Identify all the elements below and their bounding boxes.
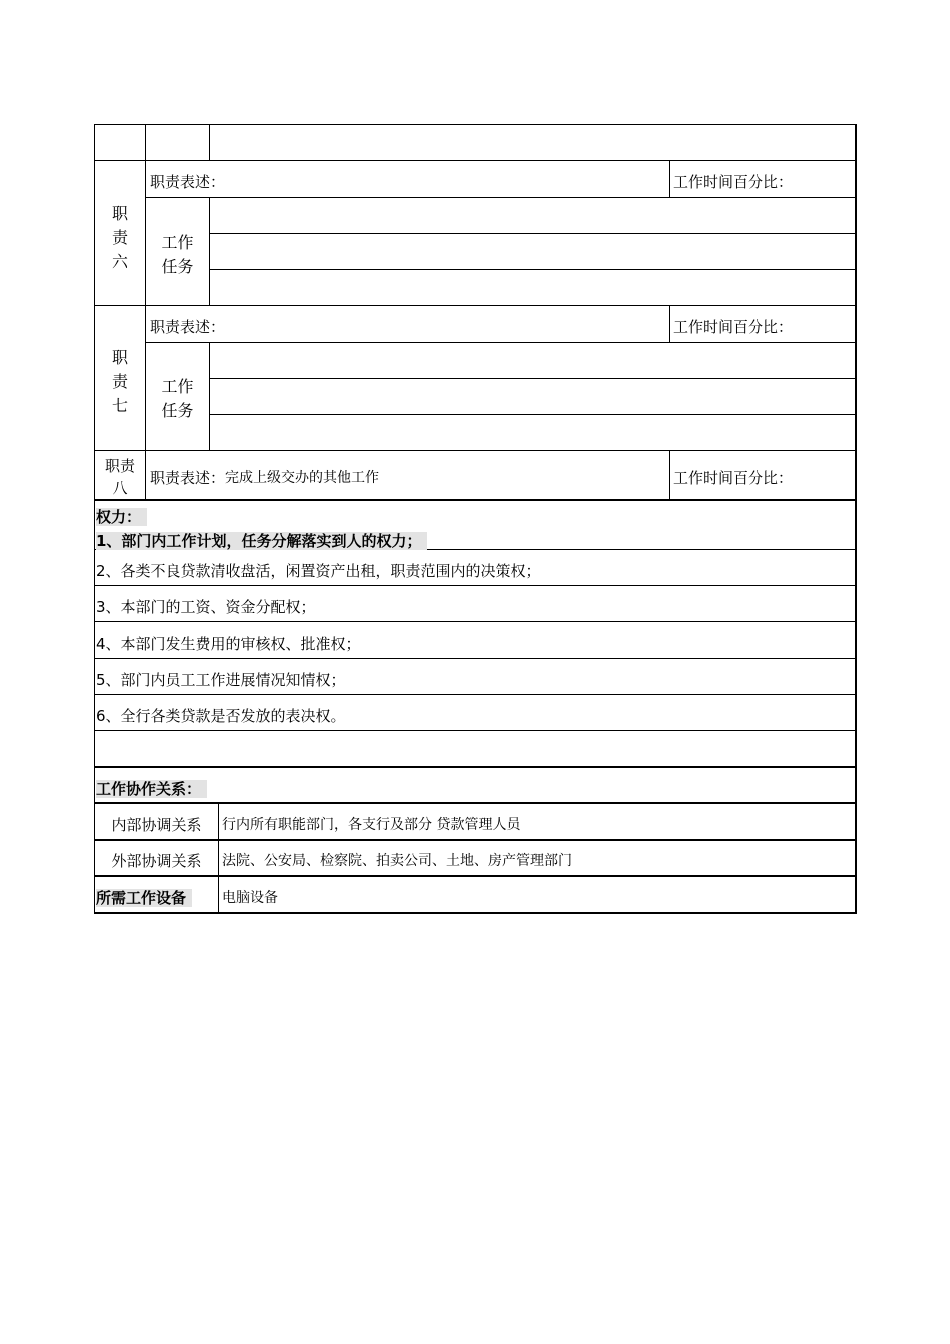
external-coop-value: 法院、公安局、检察院、拍卖公司、土地、房产管理部门 [222,853,572,869]
section-line [94,839,857,841]
authority-item-6: 6、全行各类贷款是否发放的表决权。 [96,707,346,725]
equipment-col-divider [218,877,219,914]
col-divider-1 [145,124,146,500]
duty-seven-label: 职 责 七 [111,348,128,415]
row-line [145,197,857,198]
authority-item-4: 4、本部门发生费用的审核权、批准权； [96,635,361,653]
duty-six-time-label: 工作时间百分比： [673,173,794,191]
duty-eight-time-label: 工作时间百分比： [673,469,794,487]
row-line [209,378,857,379]
duty-eight-label: 职责 八 [104,457,135,497]
row-line [94,124,857,125]
row-line [209,414,857,415]
equipment-value: 电脑设备 [222,890,278,906]
coop-col-divider-internal [218,804,219,841]
row-line [94,450,857,451]
authority-item-2: 2、各类不良贷款清收盘活，闲置资产出租，职责范围内的决策权； [96,562,541,580]
row-line [94,585,857,586]
table-bottom-border [94,912,857,914]
row-line [145,342,857,343]
duty-six-desc-label: 职责表述： [150,173,226,191]
duty-six-task-label: 工作 任务 [161,233,194,276]
section-line [94,875,857,877]
internal-coop-value: 行内所有职能部门，各支行及部分 贷款管理人员 [222,817,521,833]
duty-seven-desc-label: 职责表述： [150,318,226,336]
duty-eight-desc-label: 职责表述： [150,469,226,487]
duty-eight-desc-value: 完成上级交办的其他工作 [225,470,379,486]
coop-col-divider-external [218,840,219,877]
col-divider-2-six [209,197,210,306]
row-line [94,658,857,659]
row-line [209,233,857,234]
equipment-label: 所需工作设备 [96,888,192,908]
row-line [209,269,857,270]
authority-item-3: 3、本部门的工资、资金分配权； [96,598,316,616]
internal-coop-label: 内部协调关系 [111,816,202,834]
duty-seven-task-label: 工作 任务 [161,377,194,420]
authority-title: 权力： [96,507,147,527]
section-line [94,766,857,768]
time-col-divider-six [669,161,670,198]
time-col-divider-seven [669,306,670,343]
authority-item-1: 1、部门内工作计划，任务分解落实到人的权力； [96,531,427,551]
row-line [94,160,857,161]
duty-seven-time-label: 工作时间百分比： [673,318,794,336]
section-line [94,802,857,804]
row-line [94,694,857,695]
row-line [94,305,857,306]
authority-item-5: 5、部门内员工工作进展情况知情权； [96,671,346,689]
time-col-divider-eight [669,451,670,500]
row-line [94,730,857,731]
cooperation-title: 工作协作关系： [96,779,207,799]
duty-six-label: 职 责 六 [111,204,128,271]
row-line [94,621,857,622]
external-coop-label: 外部协调关系 [111,852,202,870]
section-line [94,499,857,501]
col-divider-2-top [209,124,210,161]
table-right-border [855,124,857,914]
col-divider-2-seven [209,342,210,451]
